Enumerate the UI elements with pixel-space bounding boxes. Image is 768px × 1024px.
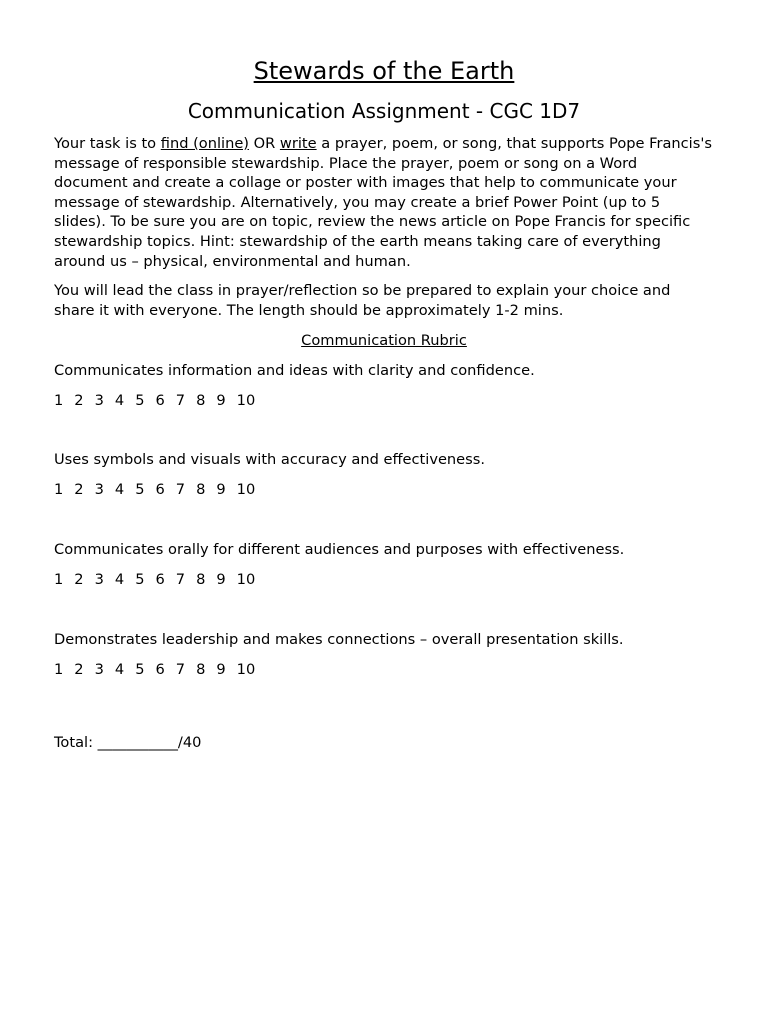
scale-value: 6 [155, 481, 165, 498]
scale-value: 7 [175, 392, 186, 409]
scale-value: 8 [196, 481, 206, 498]
write-text: write [279, 135, 317, 152]
task-paragraph [54, 134, 714, 271]
criterion-1: Communicates information and ideas with clarity and confidence. [54, 362, 535, 379]
scale-value: 5 [135, 571, 145, 588]
scale-value: 7 [175, 661, 186, 678]
scale-value: 9 [216, 392, 226, 409]
scale-value: 5 [135, 481, 145, 498]
rubric-heading: Communication Rubric [301, 332, 467, 349]
scale-value: 9 [216, 571, 226, 588]
scale-value: 10 [236, 481, 256, 498]
scale-row-4 [54, 660, 266, 680]
scale-value: 2 [74, 392, 84, 409]
scale-value: 1 [54, 661, 64, 678]
scale-value: 10 [236, 571, 256, 588]
scale-value: 8 [196, 571, 206, 588]
scale-value: 1 [54, 392, 64, 409]
task-intro: Your task is to [54, 135, 161, 152]
scale-value: 3 [94, 481, 104, 498]
task-rest: a prayer, poem, or song, that supports Pope Francis's message of responsible stewardship. Place the prayer, poem or song on a Word document and create a collage or poster with images that help to communicate your message of stewardship. Alternatively, you may create a brief Power Point (up to 5 slides). To be sure you are on topic, review the news article on Pope Francis for specific stewardship topics. Hint: stewardship of the earth means taking care of everything around us – physical, environmental and human. [54, 135, 712, 270]
scale-value: 3 [94, 571, 104, 588]
scale-value: 5 [135, 661, 145, 678]
scale-value: 5 [135, 392, 145, 409]
scale-row-3 [54, 570, 266, 590]
scale-value: 3 [94, 392, 104, 409]
scale-value: 7 [175, 481, 186, 498]
find-online-text: find (online) [160, 135, 249, 152]
scale-value: 1 [54, 481, 64, 498]
scale-value: 6 [155, 571, 165, 588]
scale-value: 9 [216, 661, 226, 678]
scale-value: 1 [54, 571, 64, 588]
scale-row-1 [54, 391, 266, 411]
scale-row-2 [54, 480, 266, 500]
scale-value: 2 [74, 661, 84, 678]
presentation-paragraph: You will lead the class in prayer/reflection so be prepared to explain your choice and share it with everyone. The length should be approximately 1-2 mins. [54, 282, 671, 319]
scale-value: 10 [236, 661, 256, 678]
scale-value: 4 [114, 661, 125, 678]
scale-value: 6 [155, 661, 165, 678]
criterion-4: Demonstrates leadership and makes connections – overall presentation skills. [54, 631, 624, 648]
scale-value: 2 [74, 571, 84, 588]
scale-value: 3 [94, 661, 104, 678]
scale-value: 4 [114, 392, 125, 409]
scale-value: 8 [196, 661, 206, 678]
task-or: OR [249, 135, 280, 152]
scale-value: 6 [155, 392, 165, 409]
scale-value: 7 [175, 571, 186, 588]
criterion-3: Communicates orally for different audiences and purposes with effectiveness. [54, 541, 625, 558]
total-score-line: Total: ___________/40 [54, 733, 202, 751]
criterion-2: Uses symbols and visuals with accuracy and effectiveness. [54, 451, 486, 468]
document-subtitle: Communication Assignment - CGC 1D7 [187, 99, 581, 123]
scale-value: 8 [196, 392, 206, 409]
scale-value: 4 [114, 571, 125, 588]
scale-value: 9 [216, 481, 226, 498]
scale-value: 2 [74, 481, 84, 498]
document-title: Stewards of the Earth [253, 57, 515, 85]
scale-value: 10 [236, 392, 256, 409]
scale-value: 4 [114, 481, 125, 498]
